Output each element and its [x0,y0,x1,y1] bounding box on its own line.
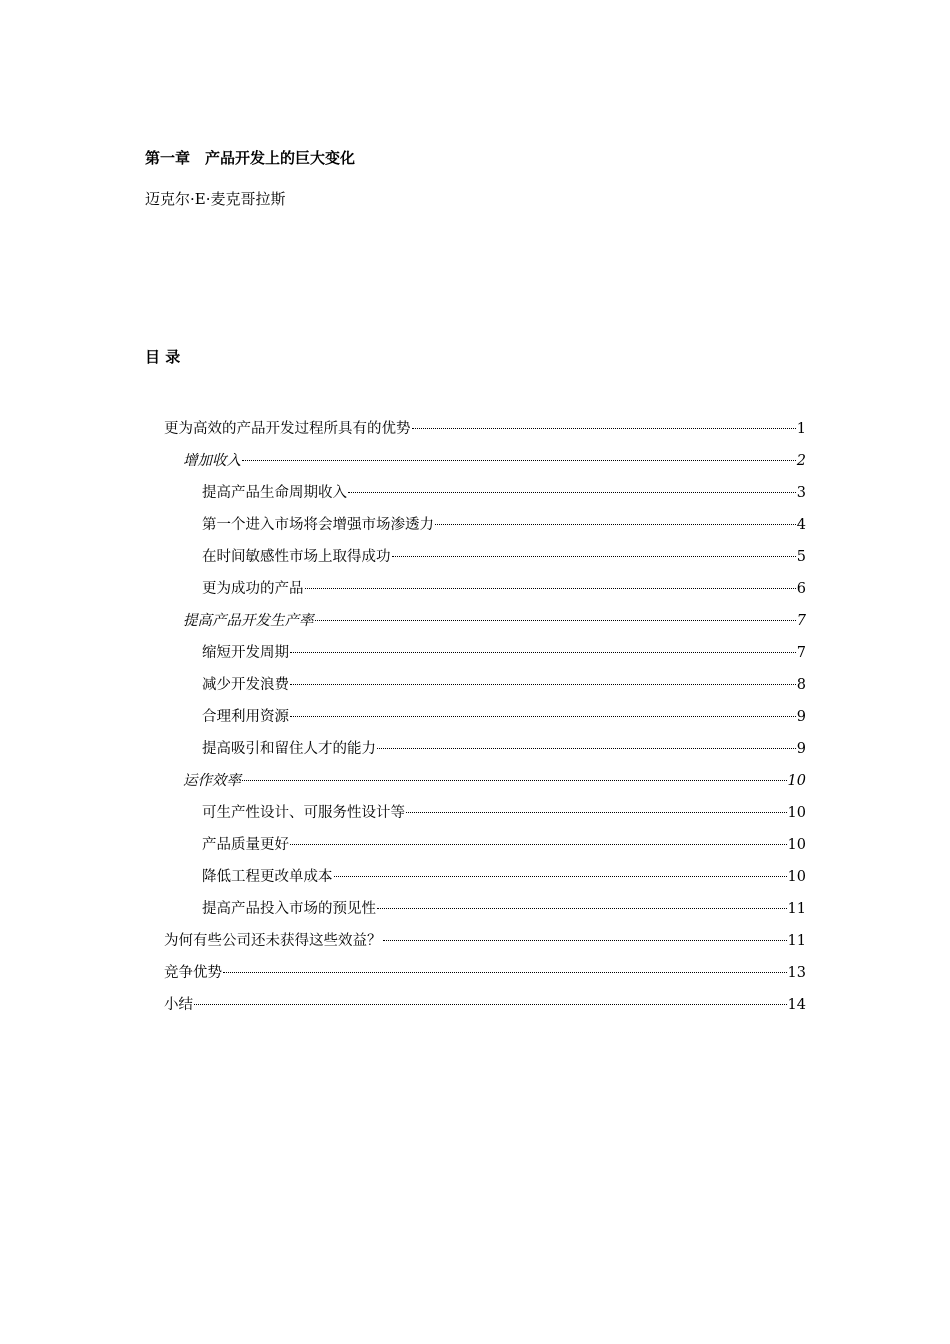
toc-entry-page-number: 1 [796,421,806,437]
toc-dot-leader [290,683,796,685]
toc-entry-label[interactable]: 更为成功的产品 [202,581,304,597]
toc-entry-page-number: 5 [796,549,806,565]
toc-entry-label[interactable]: 产品质量更好 [202,837,289,853]
toc-dot-leader [383,939,787,941]
toc-dot-leader [392,555,796,557]
toc-entry-label[interactable]: 提高产品生命周期收入 [202,485,347,501]
toc-entry-page-number: 9 [796,741,806,757]
toc-entry-page-number: 6 [796,581,806,597]
toc-entry-label[interactable]: 提高产品开发生产率 [183,613,314,629]
toc-dot-leader [242,779,787,781]
toc-dot-leader [348,491,796,493]
toc-entry[interactable] [183,609,806,633]
toc-entry-label[interactable]: 运作效率 [183,773,241,789]
toc-dot-leader [334,875,787,877]
toc-entry[interactable] [202,545,806,569]
toc-entry-page-number: 10 [787,869,806,885]
toc-dot-leader [290,843,787,845]
toc-entry[interactable] [183,449,806,473]
toc-entry[interactable] [164,993,806,1017]
toc-dot-leader [290,651,796,653]
toc-entry-label[interactable]: 减少开发浪费 [202,677,289,693]
toc-entry-page-number: 3 [796,485,806,501]
toc-entry[interactable] [164,417,806,441]
toc-entry-page-number: 10 [787,837,806,853]
toc-entry-label[interactable]: 在时间敏感性市场上取得成功 [202,549,391,565]
toc-entry-label[interactable]: 增加收入 [183,453,241,469]
toc-entry-page-number: 14 [787,997,806,1013]
toc-dot-leader [377,747,796,749]
toc-heading: 目 录 [145,348,181,366]
toc-dot-leader [305,587,796,589]
toc-entry-label[interactable]: 提高吸引和留住人才的能力 [202,741,376,757]
toc-entry[interactable] [164,929,806,953]
toc-dot-leader [406,811,787,813]
toc-entry-label[interactable]: 缩短开发周期 [202,645,289,661]
toc-entry-page-number: 11 [787,901,806,917]
toc-entry[interactable] [202,577,806,601]
toc-entry-page-number: 10 [787,773,806,789]
toc-entry[interactable] [202,737,806,761]
toc-entry[interactable] [164,961,806,985]
toc-entry[interactable] [202,513,806,537]
toc-dot-leader [194,1003,787,1005]
toc-dot-leader [412,427,796,429]
toc-entry[interactable] [202,833,806,857]
toc-entry[interactable] [202,673,806,697]
toc-entry[interactable] [202,897,806,921]
toc-entry-label[interactable]: 更为高效的产品开发过程所具有的优势 [164,421,411,437]
toc-dot-leader [435,523,796,525]
toc-dot-leader [315,619,796,621]
toc-entry-page-number: 7 [796,645,806,661]
toc-entry-label[interactable]: 第一个进入市场将会增强市场渗透力 [202,517,434,533]
toc-entry-page-number: 8 [796,677,806,693]
toc-entry[interactable] [183,769,806,793]
toc-entry[interactable] [202,801,806,825]
toc-entry-label[interactable]: 可生产性设计、可服务性设计等 [202,805,405,821]
toc-entry-page-number: 2 [796,453,806,469]
toc-entry-label[interactable]: 小结 [164,997,193,1013]
toc-entry-label[interactable]: 竞争优势 [164,965,222,981]
toc-entry-label[interactable]: 降低工程更改单成本 [202,869,333,885]
toc-entry-page-number: 4 [796,517,806,533]
toc-entry-page-number: 13 [787,965,806,981]
toc-entry[interactable] [202,641,806,665]
toc-entry-page-number: 11 [787,933,806,949]
toc-entry-page-number: 7 [796,613,806,629]
author-name: 迈克尔·E·麦克哥拉斯 [145,190,286,208]
toc-dot-leader [242,459,796,461]
toc-dot-leader [290,715,796,717]
toc-entry-label[interactable]: 合理利用资源 [202,709,289,725]
toc-entry-label[interactable]: 为何有些公司还未获得这些效益？ [164,933,382,949]
toc-entry-page-number: 9 [796,709,806,725]
chapter-title: 第一章 产品开发上的巨大变化 [145,149,356,167]
toc-entry-label[interactable]: 提高产品投入市场的预见性 [202,901,376,917]
toc-entry[interactable] [202,705,806,729]
toc-entry-page-number: 10 [787,805,806,821]
toc-dot-leader [377,907,787,909]
toc-dot-leader [223,971,787,973]
toc-entry[interactable] [202,481,806,505]
toc-entry[interactable] [202,865,806,889]
